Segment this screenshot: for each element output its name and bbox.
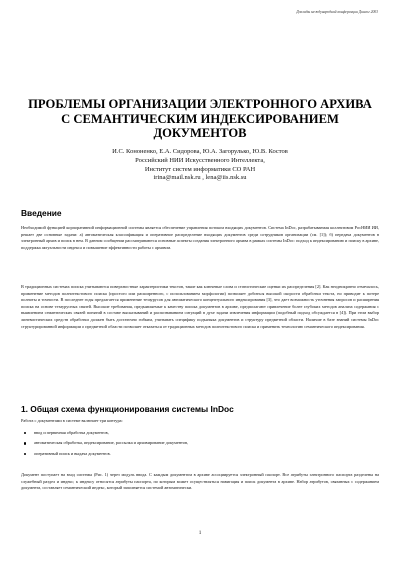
list-item (21, 430, 379, 437)
author-block (20, 148, 380, 183)
section-heading-1: 1. Общая схема функционирования системы InDoc (21, 404, 234, 414)
author-names: И.С. Кононенко, Е.А. Сидорова, Ю.А. Загорулько, Ю.В. Костов (112, 148, 288, 155)
section1-paragraph: Документ поступает на вход системы (Рис. 1) через модуль ввода. С каждым документом в архиве ассоциируется электронный паспорт. Все атрибуты электронного паспорта разделены на служебный раздел и индекс; к индексу относятся атрибуты паспорта, по которым может осуществляться навигация и поиск документа в архиве. Набор атрибутов, связанных с содержанием документа, составляет семантический индекс, который заполняется системой автоматически. (21, 472, 379, 491)
list-item (21, 451, 379, 458)
paper-title (20, 97, 380, 141)
section1-lead: Работа с документами в системе включает три контура: (21, 418, 123, 423)
running-header: Доклады международной конференции Диалог 2003 (296, 10, 378, 14)
list-item-text: ввод и первичная обработка документов, (34, 430, 109, 435)
bullet-icon (24, 432, 26, 434)
list-item-text: автоматическая обработка, индексирование, рассылка и архивирование документов, (34, 440, 189, 446)
intro-paragraph-1: Необходимой функцией корпоративной информационной системы является обеспечение управления потоком входящих документов. Система InDoc, разрабатываемая коллективом РосНИИ ИИ, решает две основные задачи: а) автоматическая классификация и оперативное распределение входящих документов среди сотрудников организации (см. [1]); б) передача документов в электронный архив и поиск в нем. В данном сообщении рассматриваются основные аспекты создания электронного архива в рамках системы InDoc: подход к индексированию и поиску в архиве, поддержка актуальности индекса и повышение эффективности работы с архивом. (21, 225, 379, 250)
affiliation-line: Российский НИИ Искусственного Интеллекта, (135, 156, 265, 164)
list-item-text: оперативный поиск и выдача документов. (34, 450, 111, 456)
bullet-icon (24, 453, 26, 455)
title-line: ПРОБЛЕМЫ ОРГАНИЗАЦИИ ЭЛЕКТРОННОГО АРХИВА (28, 97, 372, 111)
title-line: С СЕМАНТИЧЕСКИМ ИНДЕКСИРОВАНИЕМ (61, 111, 339, 126)
section-heading-intro: Введение (21, 208, 62, 218)
page-number: 1 (198, 530, 202, 536)
title-line: ДОКУМЕНТОВ (153, 126, 247, 141)
affiliation-line: Институт систем информатики СО РАН (144, 165, 256, 173)
author-emails: irina@mail.nsk.ru , lena@iis.nsk.su (153, 174, 247, 182)
intro-paragraph-2: В традиционных системах поиска учитываются поверхностные характеристики текстов, такие как ключевые слова и статистические оценки их распределения [2]. Как неоднократно отмечалось, применение методов полнотекстового поиска (простого или расширенного, с использованием морфологии) позволяет добиться высокой скорости обработки текста, но приводит к потере полноты и точности. В последнее годы предлагается применение тезаурусов для автоматического концептуального индексирования [3], что дает возможность уточнения запросов и расширения поиска на основе тезаурусных связей. Высокие требования, предъявляемые к качеству поиска документов в архиве, предполагают привлечение более глубоких методов анализа содержания с выявлением семантических связей понятий в составе высказываний и распознаванием ситуаций в духе задачи извлечения информации (подобный подход обсуждается в [4]). При этом выбор лингвистических средств обработки должен быть достаточно гибким, учитывать специфику подъязыка документов и структуру предметной области. Наличие в базе знаний системы InDoc структурированной информации о предметной области позволяет отказаться от традиционных методов полнотекстового поиска и применить технологию семантического индексирования. (21, 284, 379, 329)
bullet-icon (24, 442, 26, 444)
bullet-list (21, 430, 379, 461)
list-item (21, 440, 379, 447)
